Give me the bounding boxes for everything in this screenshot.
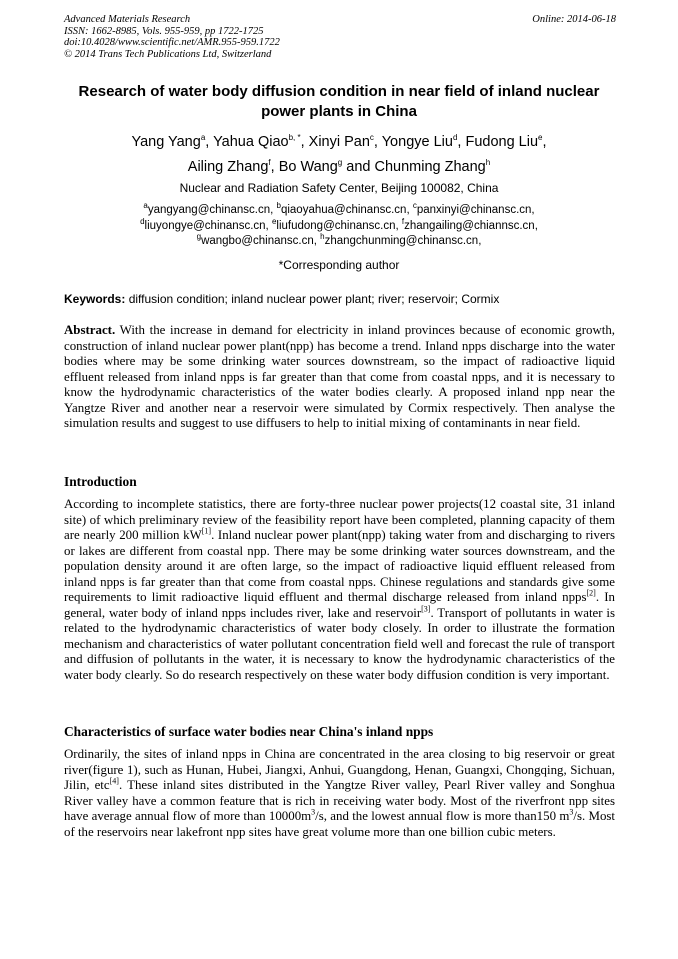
email-list [60,203,618,250]
citation-ref: [2] [586,588,596,598]
author: Bo Wang$^g$ and [278,158,375,175]
author: Yang Yang$^a$, [131,133,214,150]
email: $^g$wangbo@chinansc.cn, [196,232,321,247]
author: Yongye Liu$^d$, [381,133,466,150]
journal-name: Advanced Materials Research [64,14,191,25]
author: Chunming Zhang$^h$ [374,158,491,175]
paper-title: Research of water body diffusion condition in near field of inland nuclear power plants in China [78,83,600,120]
affiliation: Nuclear and Radiation Safety Center, Beijing 100082, China [179,181,499,195]
author: Yahua Qiao$^{b, *}$, [213,133,309,150]
email: $^b$qiaoyahua@chinansc.cn, [276,201,413,216]
email: $^h$zhangchunming@chinansc.cn, [320,232,482,247]
corresponding-author-note: *Corresponding author [278,258,400,272]
abstract-label: Abstract. [64,323,116,337]
email: $^a$yangyang@chinansc.cn, [143,201,277,216]
journal-header [64,14,280,60]
characteristics-paragraph: Ordinarily, the sites of inland npps in China are concentrated in the area closing to big reservoir or great river(figure 1), such as Hunan, Hubei, Jiangxi, Anhui, Guangdong, Henan, Guangxi, Chongqing, Sichuan, Jilin, etc[4]. These inland sites distributed in the Yangtze River valley, Pearl River valley and Songhua River valley have a common feature that is rich in receiving water body. Most of the riverfront npp sites have average annual flow of more than $10000m^3/s$, and the lowest annual flow is more than150 $m^3/s$. Most of the reservoirs near lakefront npp sites have great volume more than one billion cubic meters. [64,747,615,839]
author-list [60,130,618,180]
introduction-paragraph: According to incomplete statistics, there are forty-three nuclear power projects(12 coastal site, 31 inland site) of which preliminary review of the feasibility report have been completed, planning capacity of them are nearly 200 million kW[1]. Inland nuclear power plant(npp) taking water from and discharging to rivers or lakes are different from coastal npp. There may be some drinking water sources downstream, and the population density around it are often large, so the impact of radioactive liquid effluent released from inland npps is far greater than that come from coastal npps. Chinese regulations and standards give some requirements to limit radioactive liquid effluent and thermal discharge released from inland npps[2]. In general, water body of inland npps includes river, lake and reservoir[3]. Transport of pollutants in water is related to the hydrodynamic characteristics of water body closely. In order to illustrate the formation mechanism and characteristics of water pollutant concentration field well and forecast the rule of transport and diffusion of pollutants in the water, it is necessary to know the hydrodynamic characteristics of the water body clearly. So do research respectively on these water body diffusion condition is very important. [64,497,615,682]
abstract [64,323,615,432]
email: $^f$zhangailing@chiannsc.cn, [401,216,538,232]
abstract-text: With the increase in demand for electricity in inland provinces because of economic growth, construction of inland nuclear power plant(npp) has become a trend. Inland npps discharge into the water bodies where may be some drinking water sources downstream, so the impact of radioactive liquid effluent released from inland npps is far greater than that come from coastal npps, and it is necessary to know the hydrodynamic characteristics of the water bodies clearly. A proposed inland npp near the Yangtze River and another near a reservoir were simulated by Cormix respectively. Then analyse the simulation results and suggest to use diffusers to help to initial mixing of contaminants in near field. [64,323,615,430]
author: Xinyi Pan$^c$, [308,133,382,150]
doi-line: doi:10.4028/www.scientific.net/AMR.955-959.1722 [64,37,280,48]
issn-line: ISSN: 1662-8985, Vols. 955-959, pp 1722-1725 [64,25,264,37]
online-date: Online: 2014-06-18 [532,14,616,25]
citation-ref: [3] [421,604,431,614]
keywords-label: Keywords: [64,292,126,306]
copyright-line: © 2014 Trans Tech Publications Ltd, Switzerland [64,48,272,60]
citation-ref: [4] [109,776,119,786]
citation-ref: [1] [201,526,212,536]
characteristics-heading: Characteristics of surface water bodies near China's inland npps [64,724,434,739]
author: Ailing Zhang$^f$, [187,158,279,175]
introduction-heading: Introduction [64,474,137,489]
author: Fudong Liu$^e$, [465,133,547,150]
email: $^c$panxinyi@chinansc.cn, [412,201,535,216]
email: $^d$liuyongye@chinansc.cn, [140,216,272,232]
email: $^e$liufudong@chinansc.cn, [271,216,402,232]
keywords [64,292,616,306]
keywords-text: diffusion condition; inland nuclear power plant; river; reservoir; Cormix [128,292,500,306]
